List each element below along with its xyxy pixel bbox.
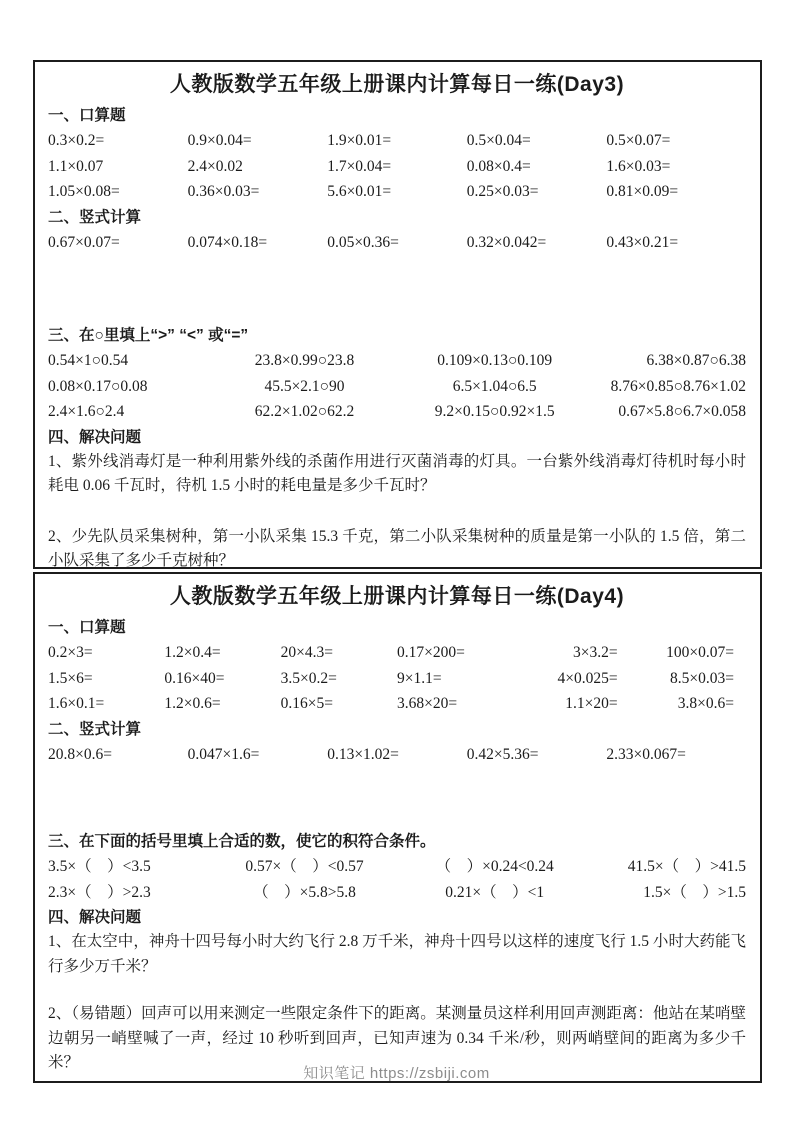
math-expression: 8.5×0.03= [670,669,734,687]
answer-space [48,979,746,1002]
section-heading-fill-blank: 三、在下面的括号里填上合适的数，使它的积符合条件。 [48,833,436,850]
word-problem: 2、少先队员采集树种，第一小队采集 15.3 千克，第二小队采集树种的质量是第一小队的 1.5 倍，第二小队采集了多少千克树种？ [48,527,746,569]
math-expression: 6.5×1.04○6.5 [452,377,537,395]
math-expression: 3×3.2= [573,644,618,661]
section-heading-word-problems: 四、解决问题 [48,428,142,446]
worksheet-title-day3: 人教版数学五年级上册课内计算每日一练(Day3) [169,73,625,96]
math-expression: 1.6×0.03= [606,157,671,175]
math-expression: 1.5×（ ）>1.5 [643,883,746,901]
word-problem: 1、紫外线消毒灯是一种利用紫外线的杀菌作用进行灭菌消毒的灯具。一台紫外线消毒灯待机时每小时耗电 0.06 千瓦时，待机 1.5 小时的耗电量是多少千瓦时？ [48,452,746,494]
math-expression: 0.17×200= [397,644,465,661]
math-expression: 0.109×0.13○0.109 [437,352,553,369]
math-expression: （ ）×5.8>5.8 [253,883,356,901]
vertical-calc-grid [48,230,746,256]
math-expression: 0.57×（ ）<0.57 [245,858,364,875]
math-expression: 1.2×0.4= [164,644,221,661]
math-expression: 41.5×（ ）>41.5 [627,858,746,875]
worksheet-day3 [33,60,762,569]
compare-grid [48,348,746,425]
math-expression: 3.5×（ ）<3.5 [48,858,151,875]
math-expression: 1.2×0.6= [164,695,221,712]
math-expression: 6.38×0.87○6.38 [646,352,746,369]
word-problem: 2、（易错题）回声可以用来测定一些限定条件下的距离。某测量员这样利用回声测距离：他站在某哨壁边朝另一峭壁喊了一声，经过 10 秒听到回声，已知声速为 0.34 千米/秒，则两峭壁间的距离为多少千米？ [48,1005,746,1071]
math-expression: 1.6×0.1= [48,695,105,712]
footer-watermark: 知识笔记 https://zsbiji.com [303,1065,490,1082]
math-expression: 100×0.07= [666,644,734,661]
math-expression: 0.67×5.8○6.7×0.058 [618,403,746,420]
section-heading-compare: 三、在○里填上“>” “<” 或“=” [48,327,249,344]
section-heading-vertical-calc: 二、竖式计算 [48,720,142,738]
math-expression: 2.3×（ ）>2.3 [48,883,151,901]
math-expression: 2.4×1.6○2.4 [48,403,125,420]
section-heading-oral-calc: 一、口算题 [48,107,126,124]
math-expression: 0.047×1.6= [187,745,260,763]
math-expression: 0.25×0.03= [466,183,539,200]
math-expression: 0.81×0.09= [606,183,679,200]
math-expression: 0.08×0.4= [466,157,531,175]
math-expression: 2.33×0.067= [606,745,686,763]
math-expression: 1.7×0.04= [327,157,392,175]
answer-space [48,499,746,525]
math-expression: 3.5×0.2= [280,669,337,687]
math-expression: 23.8×0.99○23.8 [254,352,355,369]
math-expression: 0.5×0.07= [606,132,671,149]
section-heading-oral-calc: 一、口算题 [48,619,126,636]
math-expression: 0.13×1.02= [327,745,399,763]
math-expression: 9×1.1= [397,669,442,687]
math-expression: 1.1×0.07 [48,157,104,175]
math-expression: 20.8×0.6= [48,745,112,763]
math-expression: 0.05×0.36= [327,233,399,251]
math-expression: 0.42×5.36= [466,745,539,763]
math-expression: 0.9×0.04= [187,132,252,149]
math-expression: 1.1×20= [565,695,618,712]
math-expression: 0.21×（ ）<1 [445,883,545,901]
math-expression: 8.76×0.85○8.76×1.02 [610,377,746,395]
section-heading-vertical-calc: 二、竖式计算 [48,208,142,226]
oral-calc-grid [48,128,746,205]
math-expression: 0.43×0.21= [606,233,679,251]
math-expression: 1.9×0.01= [327,132,392,149]
math-expression: （ ）×0.24<0.24 [435,858,554,875]
math-expression: 0.074×0.18= [187,233,268,251]
math-expression: 3.68×20= [397,695,458,712]
math-expression: 0.16×5= [280,695,334,712]
math-expression: 45.5×2.1○90 [264,377,345,395]
math-expression: 9.2×0.15○0.92×1.5 [434,403,555,420]
math-expression: 0.32×0.042= [466,233,547,251]
math-expression: 0.08×0.17○0.08 [48,377,148,395]
math-expression: 0.2×3= [48,644,93,661]
vertical-calc-grid [48,742,746,768]
math-expression: 2.4×0.02 [187,157,243,175]
math-expression: 0.16×40= [164,669,225,687]
worksheet-title-day4: 人教版数学五年级上册课内计算每日一练(Day4) [169,585,625,608]
work-space [48,767,746,829]
math-expression: 0.5×0.04= [466,132,531,149]
math-expression: 3.8×0.6= [677,695,734,712]
word-problem: 1、在太空中，神舟十四号每小时大约飞行 2.8 万千米，神舟十四号以这样的速度飞行 1.5 小时大药能飞行多少万千米？ [48,933,746,975]
math-expression: 1.05×0.08= [48,183,120,200]
worksheet-day4 [33,572,762,1083]
math-expression: 0.67×0.07= [48,233,120,251]
math-expression: 5.6×0.01= [327,183,392,200]
math-expression: 1.5×6= [48,669,93,687]
math-expression: 0.3×0.2= [48,132,105,149]
oral-calc-grid [48,640,746,717]
math-expression: 0.54×1○0.54 [48,352,129,369]
math-expression: 4×0.025= [557,669,618,687]
math-expression: 62.2×1.02○62.2 [254,403,355,420]
math-expression: 20×4.3= [280,644,334,661]
work-space [48,255,746,323]
math-expression: 0.36×0.03= [187,183,260,200]
fill-blank-grid [48,854,746,905]
section-heading-word-problems: 四、解决问题 [48,909,142,926]
